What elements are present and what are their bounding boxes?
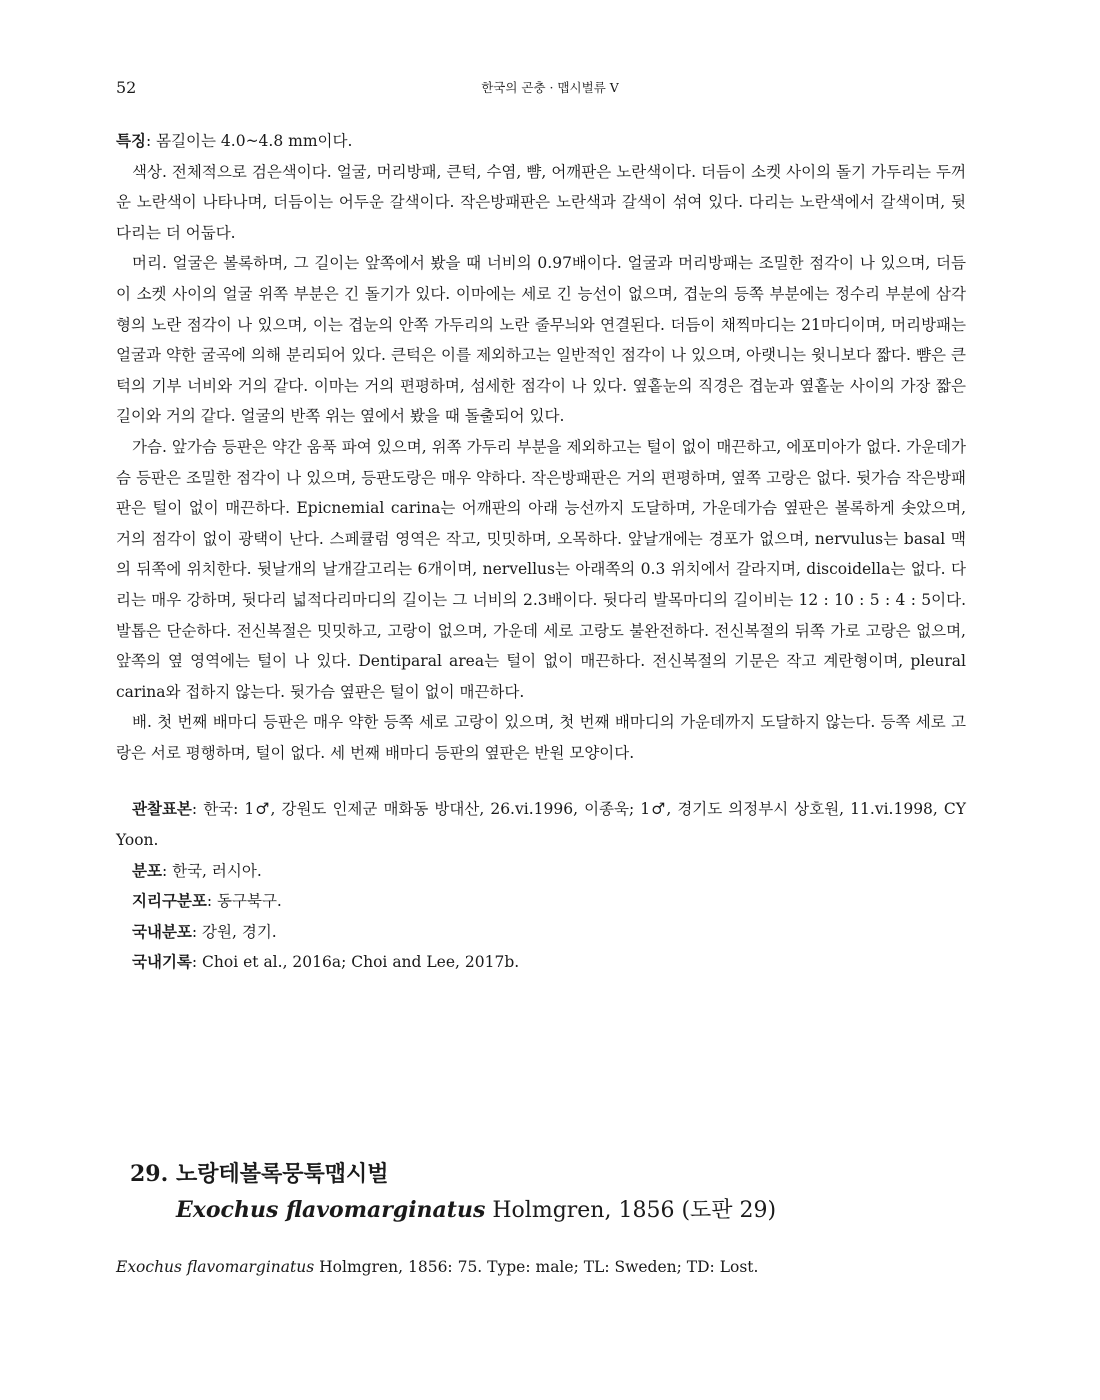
- page-header: [116, 78, 984, 100]
- domestic-records-label: 국내기록: [132, 952, 192, 972]
- thorax-paragraph: 가슴. 앞가슴 등판은 약간 움푹 파여 있으며, 위쪽 가두리 부분을 제외하고는 털이 없이 매끈하고, 에포미아가 없다. 가운데가슴 등판은 조밀한 점각이 나 있으며, 등판도랑은 매우 약하다. 작은방패판은 거의 편평하며, 옆쪽 고랑은 없다. 뒷가슴 작은방패판은 털이 없이 매끈하다. Epicnemial carina는 어깨판의 아래 능선까지 도달하며, 가운데가슴 옆판은 볼록하게 솟았으며, 거의 점각이 없이 광택이 난다. 스페큘럼 영역은 작고, 밋밋하며, 오목하다. 앞날개에는 경포가 없으며, nervulus는 basal 맥의 뒤쪽에 위치한다. 뒷날개의 날개갈고리는 6개이며, nervellus는 아래쪽의 0.3 위치에서 갈라지며, discoidella는 없다. 다리는 매우 강하며, 뒷다리 넓적다리마디의 길이는 그 너비의 2.3배이다. 뒷다리 발목마디의 길이비는 12 : 10 : 5 : 4 : 5이다. 발톱은 단순하다. 전신복절은 밋밋하고, 고랑이 없으며, 가운데 세로 고랑도 불완전하다. 전신복절의 뒤쪽 가로 고랑은 없으며, 앞쪽의 옆 영역에는 털이 나 있다. Dentiparal area는 털이 없이 매끈하다. 전신복절의 기문은 작고 계란형이며, pleural carina와 접하지 않는다. 뒷가슴 옆판은 털이 없이 매끈하다.: [116, 437, 966, 701]
- synonymy-line: [116, 1258, 966, 1276]
- zoogeography-text: : 동구북구.: [206, 892, 282, 911]
- running-title: 한국의 곤충 · 맵시벌류 V: [481, 80, 619, 95]
- species-korean-name: 노랑테볼록뭉툭맵시벌: [175, 1161, 389, 1187]
- features-label: 특징: [116, 131, 146, 150]
- zoogeography-label: 지리구분포: [132, 891, 207, 911]
- species-plate-reference: (도판 29): [681, 1198, 777, 1223]
- species-heading: [130, 1156, 970, 1229]
- features-text: : 몸길이는 4.0~4.8 mm이다.: [145, 132, 353, 150]
- specimens-label: 관찰표본: [132, 799, 192, 819]
- domestic-distribution-line: [116, 917, 966, 948]
- abdomen-paragraph: 배. 첫 번째 배마디 등판은 매우 약한 등쪽 세로 고랑이 있으며, 첫 번째 배마디의 가운데까지 도달하지 않는다. 등쪽 세로 고랑은 서로 평행하며, 털이 없다. 세 번째 배마디 등판의 옆판은 반원 모양이다.: [116, 713, 966, 762]
- domestic-distribution-label: 국내분포: [132, 921, 192, 941]
- section-spacer: [116, 768, 966, 794]
- species-scientific-line: [130, 1192, 970, 1229]
- domestic-records-line: [116, 947, 966, 978]
- specimens-text: : 한국: 1♂, 강원도 인제군 매화동 방대산, 26.vi.1996, 이종욱; 1♂, 경기도 의정부시 상호원, 11.vi.1998, CY Yoon.: [116, 800, 966, 850]
- species-scientific-name: Exochus flavomarginatus: [176, 1197, 486, 1223]
- species-author-year: Holmgren, 1856: [492, 1198, 675, 1223]
- page-number: 52: [116, 78, 137, 97]
- color-paragraph: 색상. 전체적으로 검은색이다. 얼굴, 머리방패, 큰턱, 수염, 뺨, 어깨판은 노란색이다. 더듬이 소켓 사이의 돌기 가두리는 두꺼운 노란색이 나타나며, 더듬이는 어두운 갈색이다. 작은방패판은 노란색과 갈색이 섞여 있다. 다리는 노란색에서 갈색이며, 뒷다리는 더 어둡다.: [116, 162, 966, 242]
- domestic-records-text: : Choi et al., 2016a; Choi and Lee, 2017b.: [191, 953, 520, 972]
- distribution-line: [116, 856, 966, 887]
- synonymy-citation: Holmgren, 1856: 75. Type: male; TL: Sweden; TD: Lost.: [319, 1258, 759, 1276]
- species-number-line: [130, 1156, 970, 1192]
- features-line: [116, 126, 966, 157]
- head-paragraph: 머리. 얼굴은 볼록하며, 그 길이는 앞쪽에서 봤을 때 너비의 0.97배이다. 얼굴과 머리방패는 조밀한 점각이 나 있으며, 더듬이 소켓 사이의 얼굴 위쪽 부분은 긴 돌기가 있다. 이마에는 세로 긴 능선이 없으며, 겹눈의 등쪽 부분에는 정수리 부분에 삼각형의 노란 점각이 나 있으며, 이는 겹눈의 안쪽 가두리의 노란 줄무늬와 연결된다. 더듬이 채찍마디는 21마디이며, 머리방패는 얼굴과 약한 굴곡에 의해 분리되어 있다. 큰턱은 이를 제외하고는 일반적인 점각이 나 있으며, 아랫니는 윗니보다 짧다. 뺨은 큰턱의 기부 너비와 거의 같다. 이마는 거의 편평하며, 섬세한 점각이 나 있다. 옆홑눈의 직경은 겹눈과 옆홑눈 사이의 가장 짧은 길이와 거의 같다. 얼굴의 반쪽 위는 옆에서 봤을 때 돌출되어 있다.: [116, 254, 966, 426]
- domestic-distribution-text: : 강원, 경기.: [191, 922, 277, 941]
- species-number: 29.: [130, 1161, 169, 1187]
- synonymy-scientific-name: Exochus flavomarginatus: [116, 1258, 315, 1276]
- distribution-text: : 한국, 러시아.: [161, 861, 262, 880]
- species-description: [116, 126, 966, 978]
- specimens-paragraph: [116, 794, 966, 855]
- distribution-label: 분포: [132, 860, 162, 880]
- zoogeography-line: [116, 886, 966, 917]
